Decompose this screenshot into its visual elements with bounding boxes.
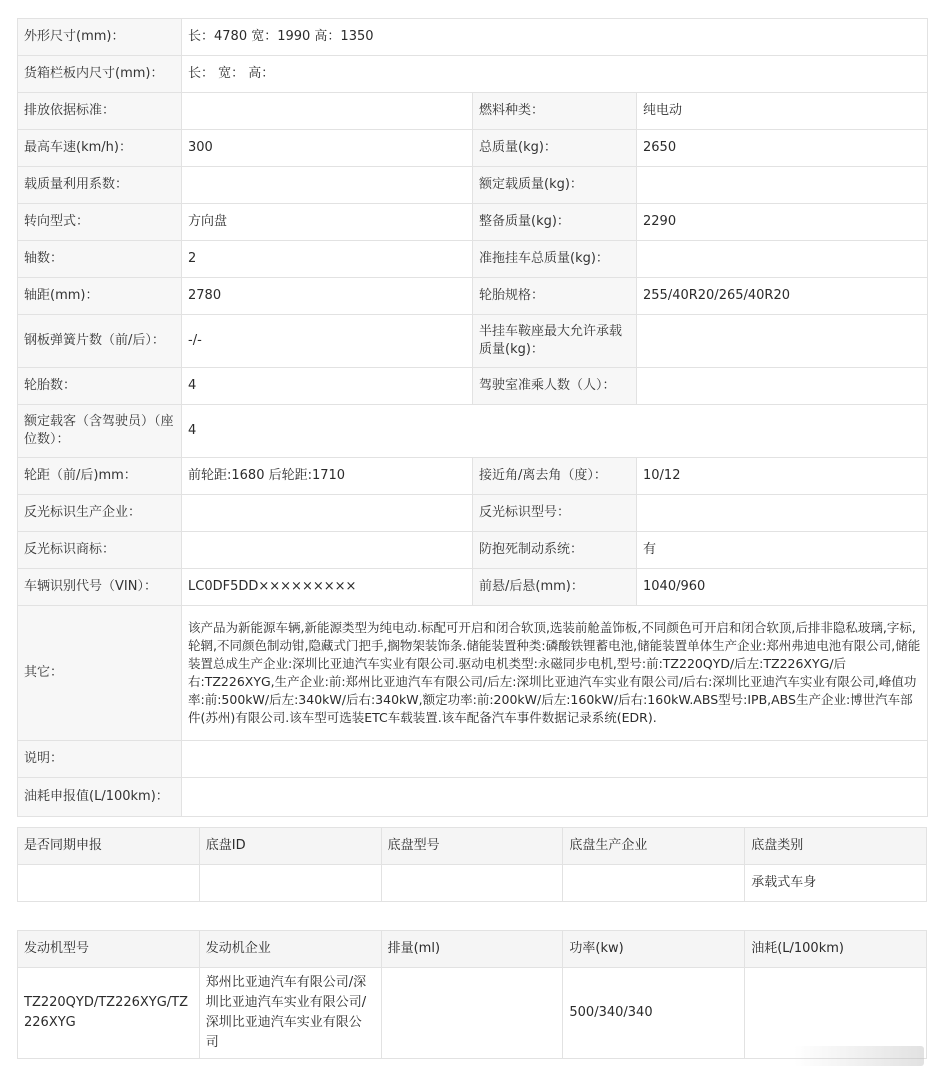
spec-notes-text: 该产品为新能源车辆,新能源类型为纯电动.标配可开启和闭合软顶,选装前舱盖饰板,不同颜色可开启和闭合软顶,后排非隐私玻璃,字标,轮辋,不同颜色制动钳,隐藏式门把手,搁物架装饰条.储能装置种类:磷酸铁锂蓄电池,储能装置单体生产企业:郑州弗迪电池有限公司,储能装置总成生产企业:深圳比亚迪汽车实业有限公司.驱动电机类型:永磁同步电机,型号:前:TZ220QYD/后左:TZ226XYG/后右:TZ226XYG,生产企业:前:郑州比亚迪汽车有限公司/后左:深圳比亚迪汽车实业有限公司/后右:深圳比亚迪汽车实业有限公司,峰值功率:前:500kW/后左:340kW/后右:340kW,额定功率:前:200kW/后左:160kW/后右:160kW.ABS型号:IPB,ABS生产企业:博世汽车部件(苏州)有限公司.该车型可选装ETC车载装置.该车配备汽车事件数据记录系统(EDR). [182, 606, 928, 741]
engine-header-cell: 功率(kw) [563, 931, 745, 968]
chassis-cell [18, 865, 200, 902]
spec-label: 反光标识型号： [473, 495, 637, 532]
spec-value [182, 532, 473, 569]
spec-label: 准拖挂车总质量(kg)： [473, 241, 637, 278]
engine-table [17, 930, 927, 1059]
chassis-header-row [18, 828, 927, 865]
spec-label: 轮距（前/后)mm： [18, 458, 182, 495]
spec-label: 最高车速(km/h)： [18, 130, 182, 167]
spec-value [182, 778, 928, 817]
spec-value: 2780 [182, 278, 473, 315]
spec-row [18, 241, 928, 278]
spec-label: 货箱栏板内尺寸(mm)： [18, 56, 182, 93]
chassis-cell: 承载式车身 [745, 865, 927, 902]
spec-label: 轮胎数： [18, 368, 182, 405]
spec-row [18, 130, 928, 167]
spec-row [18, 315, 928, 368]
chassis-data-row [18, 865, 927, 902]
spec-row [18, 368, 928, 405]
engine-header-cell: 发动机型号 [18, 931, 200, 968]
spec-label: 接近角/离去角（度）： [473, 458, 637, 495]
spec-value [182, 167, 473, 204]
spec-value: 前轮距:1680 后轮距:1710 [182, 458, 473, 495]
chassis-header-cell: 底盘型号 [381, 828, 563, 865]
engine-header-cell: 油耗(L/100km) [745, 931, 927, 968]
spec-value: 2290 [637, 204, 928, 241]
spec-row [18, 532, 928, 569]
spec-label: 车辆识别代号（VIN）： [18, 569, 182, 606]
chassis-table [17, 827, 927, 902]
spec-row [18, 278, 928, 315]
spec-value: 长：4780 宽：1990 高：1350 [182, 19, 928, 56]
spec-row-fuel-consumption [18, 778, 928, 817]
spec-row [18, 569, 928, 606]
spec-value [637, 167, 928, 204]
spec-label: 额定载客（含驾驶员）（座位数）： [18, 405, 182, 458]
engine-company-cell: 郑州比亚迪汽车有限公司/深圳比亚迪汽车实业有限公司/深圳比亚迪汽车实业有限公司 [199, 968, 381, 1059]
spec-label: 驾驶室准乘人数（人）： [473, 368, 637, 405]
spec-row-dimensions [18, 19, 928, 56]
spec-value: 255/40R20/265/40R20 [637, 278, 928, 315]
engine-power-cell: 500/340/340 [563, 968, 745, 1059]
spec-label: 油耗申报值(L/100km)： [18, 778, 182, 817]
spec-label: 整备质量(kg)： [473, 204, 637, 241]
spec-value: LC0DF5DD××××××××× [182, 569, 473, 606]
spec-label: 反光标识商标： [18, 532, 182, 569]
spec-label: 半挂车鞍座最大允许承载质量(kg)： [473, 315, 637, 368]
spec-value: 4 [182, 405, 928, 458]
spec-value [182, 495, 473, 532]
spec-row-seats [18, 405, 928, 458]
chassis-header-cell: 底盘类别 [745, 828, 927, 865]
spec-value: 4 [182, 368, 473, 405]
spec-value: 300 [182, 130, 473, 167]
spec-label: 钢板弹簧片数（前/后）： [18, 315, 182, 368]
spec-label: 排放依据标准： [18, 93, 182, 130]
spec-value: 有 [637, 532, 928, 569]
spec-value [637, 315, 928, 368]
engine-model-cell: TZ220QYD/TZ226XYG/TZ226XYG [18, 968, 200, 1059]
spec-value [182, 93, 473, 130]
engine-cell [381, 968, 563, 1059]
spec-row-description [18, 741, 928, 778]
spec-label: 燃料种类： [473, 93, 637, 130]
spec-label: 反光标识生产企业： [18, 495, 182, 532]
spec-value [637, 241, 928, 278]
spec-label: 防抱死制动系统： [473, 532, 637, 569]
spec-row [18, 495, 928, 532]
spec-value: 2 [182, 241, 473, 278]
chassis-cell [381, 865, 563, 902]
engine-header-row [18, 931, 927, 968]
spec-value: 纯电动 [637, 93, 928, 130]
spec-label: 轴距(mm)： [18, 278, 182, 315]
engine-cell [745, 968, 927, 1059]
spec-row-cargo-box [18, 56, 928, 93]
spec-row [18, 458, 928, 495]
spec-label: 总质量(kg)： [473, 130, 637, 167]
spec-label: 转向型式： [18, 204, 182, 241]
spec-label: 额定载质量(kg)： [473, 167, 637, 204]
spec-value [637, 495, 928, 532]
spec-value [182, 741, 928, 778]
spec-label: 外形尺寸(mm)： [18, 19, 182, 56]
engine-header-cell: 发动机企业 [199, 931, 381, 968]
chassis-cell [199, 865, 381, 902]
spec-row [18, 93, 928, 130]
spec-value: 10/12 [637, 458, 928, 495]
spec-label: 其它： [18, 606, 182, 741]
spec-row [18, 204, 928, 241]
spec-value: 方向盘 [182, 204, 473, 241]
chassis-cell [563, 865, 745, 902]
engine-header-cell: 排量(ml) [381, 931, 563, 968]
spec-label: 载质量利用系数： [18, 167, 182, 204]
spec-value: 1040/960 [637, 569, 928, 606]
spec-row [18, 167, 928, 204]
spec-label: 轴数： [18, 241, 182, 278]
spec-value [637, 368, 928, 405]
spec-row-other [18, 606, 928, 741]
spec-label: 轮胎规格： [473, 278, 637, 315]
watermark [794, 1046, 924, 1066]
chassis-header-cell: 底盘生产企业 [563, 828, 745, 865]
vehicle-spec-table [17, 18, 928, 817]
spec-label: 说明： [18, 741, 182, 778]
chassis-header-cell: 底盘ID [199, 828, 381, 865]
spec-label: 前悬/后悬(mm)： [473, 569, 637, 606]
engine-data-row [18, 968, 927, 1059]
spec-value: 2650 [637, 130, 928, 167]
spec-value: 长： 宽： 高： [182, 56, 928, 93]
spec-value: -/- [182, 315, 473, 368]
chassis-header-cell: 是否同期申报 [18, 828, 200, 865]
